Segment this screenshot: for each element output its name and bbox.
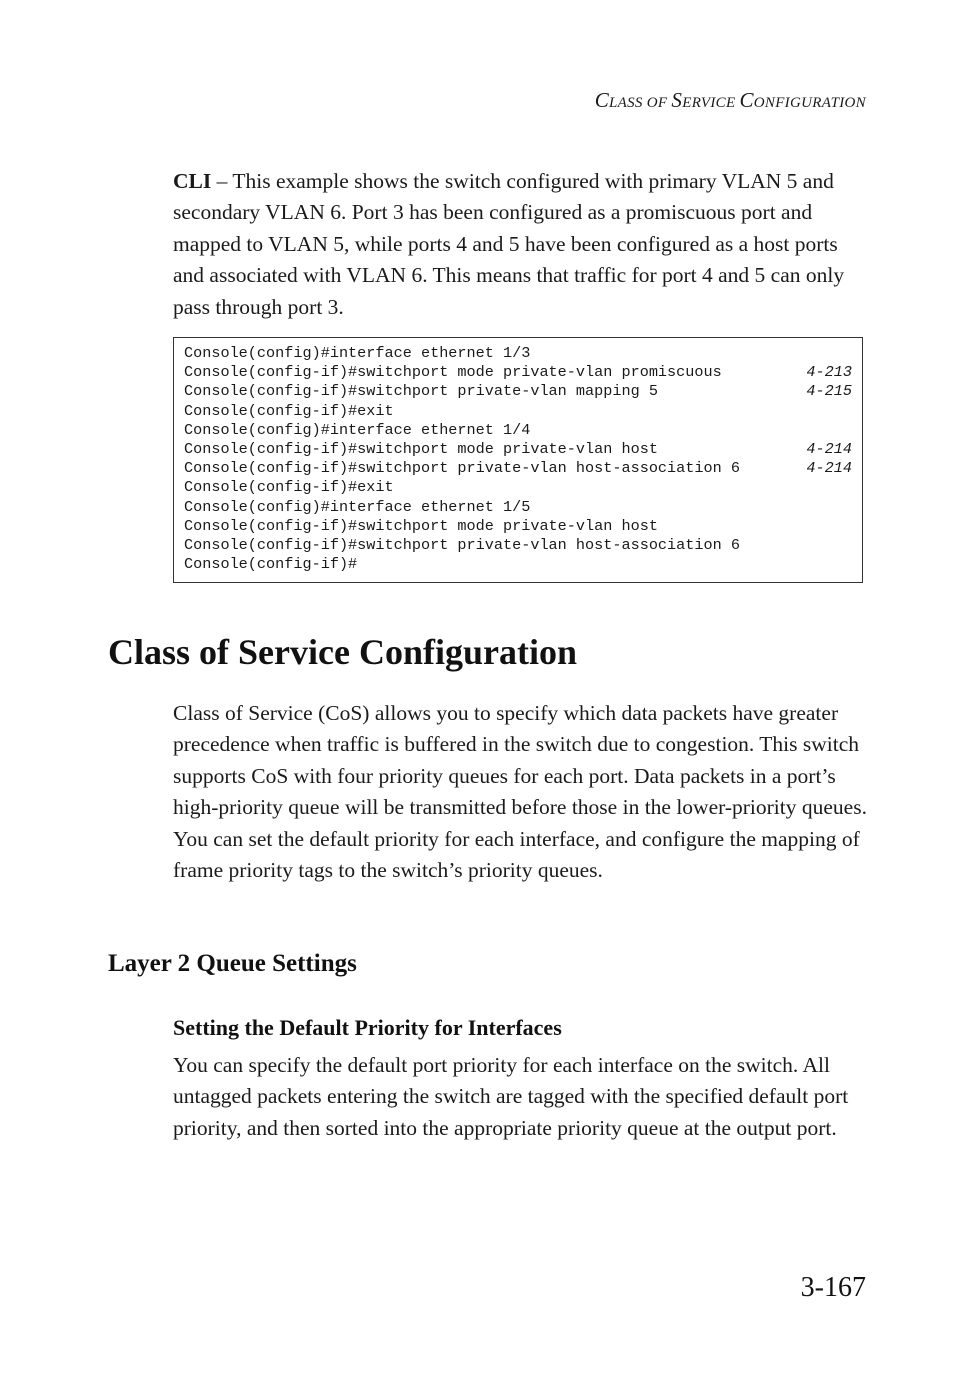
code-line: Console(config-if)#exit <box>184 401 394 420</box>
running-header <box>595 88 866 113</box>
subsubsection-heading: Setting the Default Priority for Interfaces <box>173 1015 562 1040</box>
code-line: Console(config-if)#switchport private-vlan mapping 5 4-215 <box>184 382 852 401</box>
running-header-word-2: SERVICE <box>671 88 740 112</box>
subsection-heading: Layer 2 Queue Settings <box>108 950 357 977</box>
code-line: Console(config-if)#switchport mode private-vlan promiscuous 4-213 <box>184 363 852 382</box>
cli-code-block <box>173 337 863 583</box>
cli-label: CLI <box>173 169 212 193</box>
section-heading: Class of Service Configuration <box>108 632 577 672</box>
code-line: Console(config-if)#switchport private-vlan host-association 6 <box>184 535 740 554</box>
code-line: Console(config-if)#exit <box>184 478 394 497</box>
running-header-word-3: CONFIGURATION <box>739 88 866 112</box>
code-line: Console(config-if)# <box>184 555 358 574</box>
code-ref: 4-213 <box>806 363 852 382</box>
cli-intro-paragraph <box>173 166 873 323</box>
cli-intro-text: – This example shows the switch configured with primary VLAN 5 and secondary VLAN 6. Port 3 has been configured as a promiscuous port and mapped to VLAN 5, while ports 4 and 5 have been configured as a host ports and associated with VLAN 6. This means that traffic for port 4 and 5 can only pass through port 3. <box>173 169 845 319</box>
page-number: 3-167 <box>800 1272 866 1303</box>
code-line: Console(config)#interface ethernet 1/4 <box>184 420 531 439</box>
subsubsection-body-paragraph: You can specify the default port priority for each interface on the switch. All untagged packets entering the switch are tagged with the specified default port priority, and then sorted into the appropriate priority queue at the output port. <box>173 1053 849 1140</box>
code-ref: 4-214 <box>806 459 852 478</box>
code-ref: 4-214 <box>806 439 852 458</box>
code-line: Console(config-if)#switchport private-vlan host-association 6 4-214 <box>184 459 852 478</box>
code-line: Console(config)#interface ethernet 1/3 <box>184 344 531 362</box>
section-body-paragraph: Class of Service (CoS) allows you to specify which data packets have greater precedence when traffic is buffered in the switch due to congestion. This switch supports CoS with four priority queues for each port. Data packets in a port’s high-priority queue will be transmitted before those in the lower-priority queues. You can set the default priority for each interface, and configure the mapping of frame priority tags to the switch’s priority queues. <box>173 701 867 883</box>
code-ref: 4-215 <box>806 382 852 401</box>
code-line: Console(config-if)#switchport mode private-vlan host <box>184 516 658 535</box>
code-line: Console(config)#interface ethernet 1/5 <box>184 497 531 516</box>
running-header-word-1: CLASS OF <box>594 88 672 112</box>
code-line: Console(config-if)#switchport mode private-vlan host 4-214 <box>184 439 852 458</box>
